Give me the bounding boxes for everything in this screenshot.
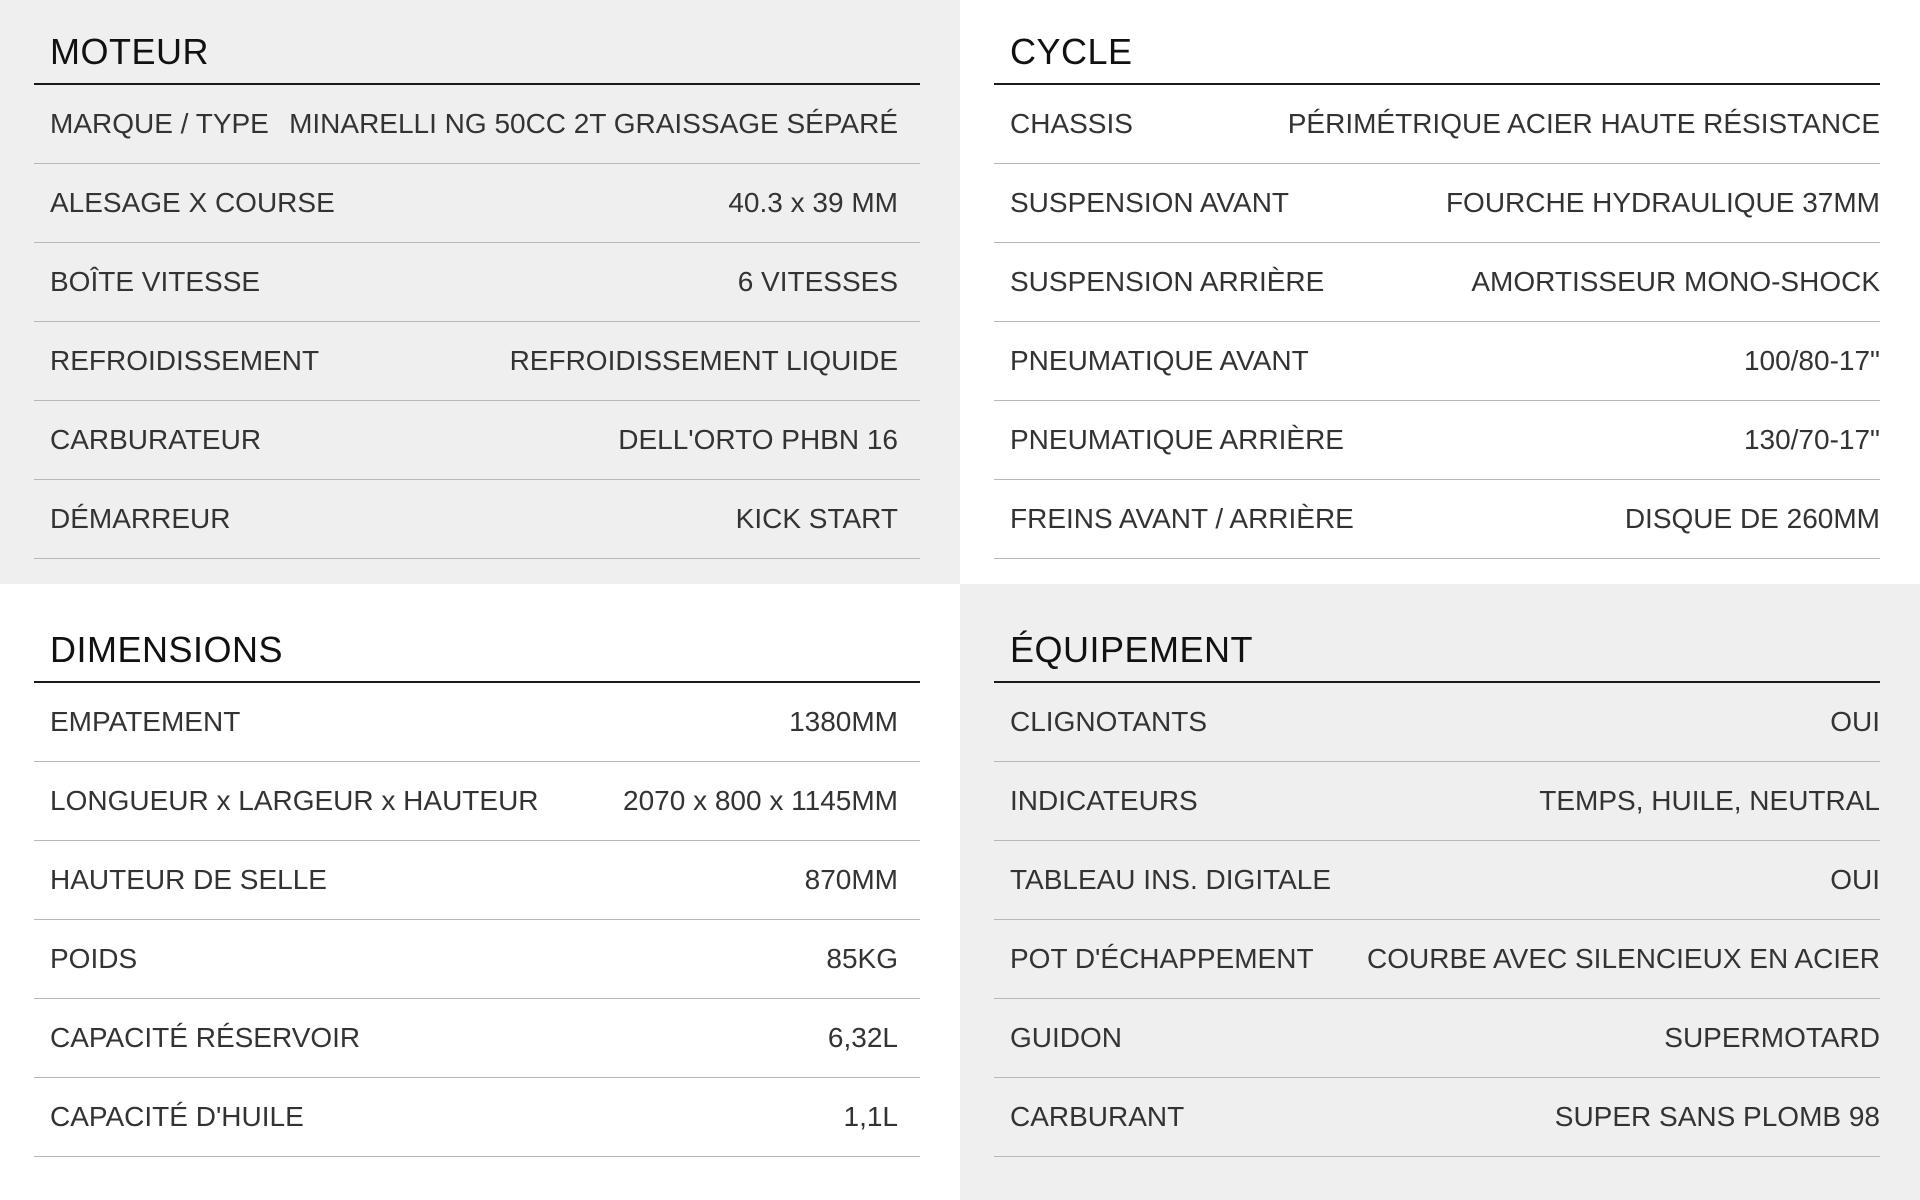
spec-row [994, 841, 1880, 920]
spec-label: GUIDON [1010, 1022, 1122, 1054]
spec-label: CAPACITÉ D'HUILE [50, 1101, 304, 1133]
spec-value: DELL'ORTO PHBN 16 [618, 424, 898, 456]
spec-row [34, 480, 920, 559]
spec-label: CAPACITÉ RÉSERVOIR [50, 1022, 361, 1054]
spec-value: 100/80-17" [1743, 345, 1880, 377]
spec-value: 1,1L [843, 1101, 898, 1133]
cycle-panel [960, 0, 1920, 584]
section-title: ÉQUIPEMENT [994, 620, 1880, 683]
spec-row [34, 841, 920, 920]
section-title: DIMENSIONS [34, 620, 920, 683]
spec-row [994, 762, 1880, 841]
spec-row [994, 85, 1880, 164]
spec-row [34, 243, 920, 322]
spec-row [994, 1078, 1880, 1157]
spec-label: PNEUMATIQUE AVANT [1010, 345, 1309, 377]
spec-label: CARBURANT [1010, 1101, 1185, 1133]
spec-label: INDICATEURS [1010, 785, 1198, 817]
spec-row [34, 401, 920, 480]
spec-label: SUSPENSION AVANT [1010, 187, 1290, 219]
moteur-section [34, 22, 920, 559]
spec-value: SUPER SANS PLOMB 98 [1554, 1101, 1880, 1133]
spec-label: BOÎTE VITESSE [50, 266, 261, 298]
spec-label: DÉMARREUR [50, 503, 231, 535]
spec-label: POIDS [50, 943, 138, 975]
spec-value: 2070 x 800 x 1145MM [623, 785, 898, 817]
spec-row [994, 480, 1880, 559]
spec-row [34, 1078, 920, 1157]
spec-row [994, 401, 1880, 480]
spec-label: HAUTEUR DE SELLE [50, 864, 327, 896]
spec-row [34, 999, 920, 1078]
spec-value: 6,32L [827, 1022, 898, 1054]
spec-row [34, 683, 920, 762]
cycle-section [994, 22, 1880, 559]
spec-label: CARBURATEUR [50, 424, 262, 456]
spec-value: REFROIDISSEMENT LIQUIDE [509, 345, 898, 377]
spec-value: 1380MM [789, 706, 898, 738]
spec-label: ALESAGE X COURSE [50, 187, 335, 219]
spec-label: EMPATEMENT [50, 706, 241, 738]
spec-label: SUSPENSION ARRIÈRE [1010, 266, 1325, 298]
spec-value: SUPERMOTARD [1664, 1022, 1880, 1054]
spec-value: DISQUE DE 260MM [1624, 503, 1880, 535]
spec-label: CHASSIS [1010, 108, 1133, 140]
spec-value: 6 VITESSES [737, 266, 898, 298]
spec-value: OUI [1830, 706, 1880, 738]
spec-row [34, 85, 920, 164]
spec-value: AMORTISSEUR MONO-SHOCK [1471, 266, 1880, 298]
moteur-panel [0, 0, 960, 584]
spec-label: PNEUMATIQUE ARRIÈRE [1010, 424, 1344, 456]
section-title: CYCLE [994, 22, 1880, 85]
spec-label: MARQUE / TYPE [50, 108, 269, 140]
spec-label: FREINS AVANT / ARRIÈRE [1010, 503, 1354, 535]
spec-label: POT D'ÉCHAPPEMENT [1010, 943, 1314, 975]
spec-row [994, 243, 1880, 322]
spec-value: 85KG [826, 943, 898, 975]
spec-label: CLIGNOTANTS [1010, 706, 1208, 738]
spec-value: 130/70-17" [1743, 424, 1880, 456]
spec-label: LONGUEUR x LARGEUR x HAUTEUR [50, 785, 539, 817]
spec-value: COURBE AVEC SILENCIEUX EN ACIER [1367, 943, 1880, 975]
spec-row [34, 322, 920, 401]
equipement-panel [960, 584, 1920, 1200]
spec-row [994, 683, 1880, 762]
spec-label: TABLEAU INS. DIGITALE [1010, 864, 1332, 896]
spec-value: FOURCHE HYDRAULIQUE 37MM [1445, 187, 1880, 219]
spec-label: REFROIDISSEMENT [50, 345, 320, 377]
dimensions-panel [0, 584, 960, 1200]
spec-value: TEMPS, HUILE, NEUTRAL [1539, 785, 1880, 817]
spec-row [994, 164, 1880, 243]
spec-row [994, 999, 1880, 1078]
spec-row [34, 164, 920, 243]
spec-value: 870MM [804, 864, 898, 896]
spec-row [994, 322, 1880, 401]
section-title: MOTEUR [34, 22, 920, 85]
spec-value: 40.3 x 39 MM [728, 187, 898, 219]
spec-value: OUI [1830, 864, 1880, 896]
spec-value: PÉRIMÉTRIQUE ACIER HAUTE RÉSISTANCE [1287, 108, 1880, 140]
spec-row [34, 762, 920, 841]
equipement-section [994, 620, 1880, 1157]
dimensions-section [34, 620, 920, 1157]
spec-value: MINARELLI NG 50CC 2T GRAISSAGE SÉPARÉ [289, 108, 898, 140]
spec-value: KICK START [735, 503, 898, 535]
spec-row [994, 920, 1880, 999]
spec-row [34, 920, 920, 999]
